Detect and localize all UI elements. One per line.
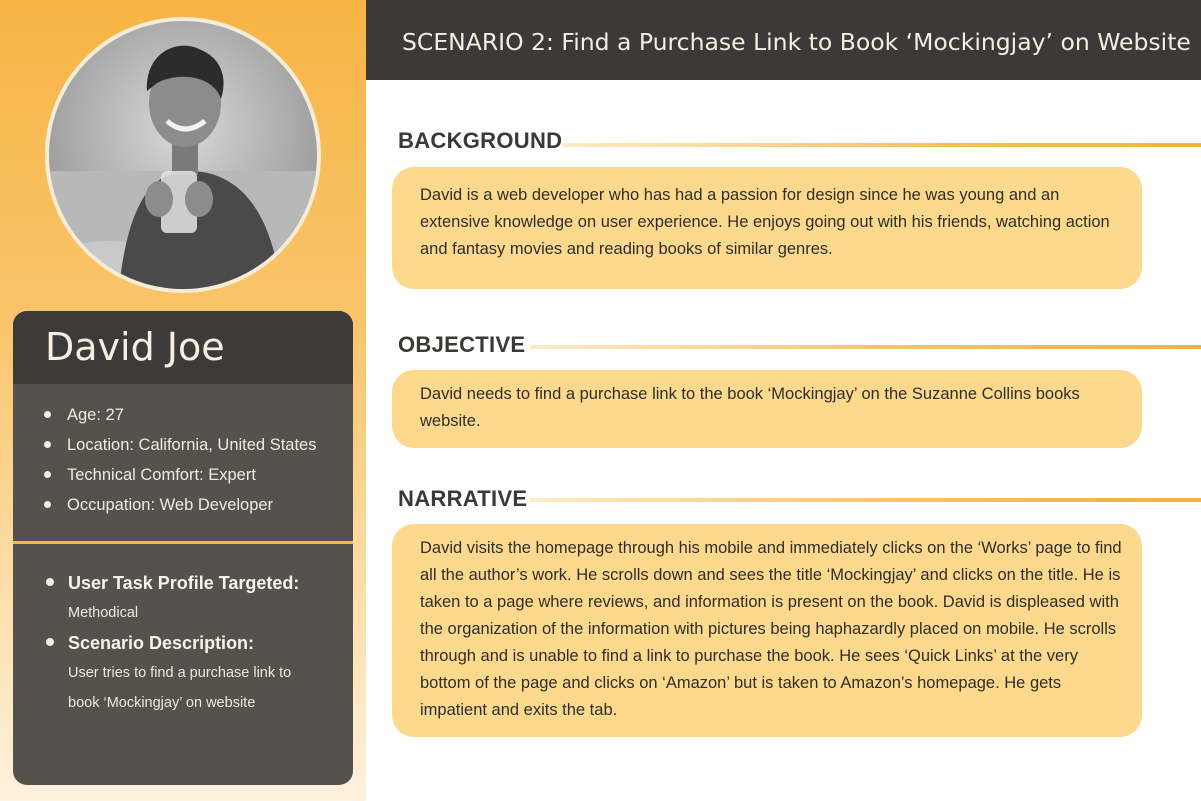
portrait-photo: [49, 21, 317, 289]
persona-facts-list: [13, 384, 353, 520]
profile-item-text: Methodical: [68, 605, 139, 621]
fact-location: Location: California, United States: [41, 430, 353, 460]
narrative-heading: NARRATIVE: [398, 486, 528, 511]
profile-item-scenario-description: [46, 628, 353, 718]
narrative-box: [392, 524, 1142, 737]
background-heading-line: [562, 143, 1201, 147]
persona-facts-section: [13, 384, 353, 541]
background-heading: BACKGROUND: [398, 128, 563, 153]
objective-heading: OBJECTIVE: [398, 332, 526, 357]
fact-occupation: Occupation: Web Developer: [41, 490, 353, 520]
profile-item-title: Scenario Description:: [68, 633, 255, 653]
avatar: [45, 17, 321, 293]
persona-card-header: [13, 311, 353, 384]
narrative-heading-line: [530, 498, 1201, 502]
profile-item-task-profile: [46, 568, 353, 628]
persona-name: David Joe: [45, 325, 225, 369]
profile-item-title: User Task Profile Targeted:: [68, 573, 300, 593]
scenario-header: [366, 0, 1201, 80]
persona-profile-section: [13, 544, 353, 785]
objective-text: David needs to find a purchase link to the book ‘Mockingjay’ on the Suzanne Collins books website.: [420, 385, 1080, 430]
objective-heading-line: [530, 345, 1201, 349]
fact-age: Age: 27: [41, 400, 353, 430]
profile-item-text: User tries to find a purchase link to book ‘Mockingjay’ on website: [68, 665, 292, 711]
background-text: David is a web developer who has had a passion for design since he was young and an extensive knowledge on user experience. He enjoys going out with his friends, watching action and fantasy movies and reading books of similar genres.: [420, 186, 1110, 258]
scenario-title: SCENARIO 2: Find a Purchase Link to Book ‘Mockingjay’ on Website: [402, 28, 1191, 56]
background-box: [392, 167, 1142, 289]
fact-technical-comfort: Technical Comfort: Expert: [41, 460, 353, 490]
persona-card: [13, 311, 353, 785]
narrative-text: David visits the homepage through his mobile and immediately clicks on the ‘Works’ page to find all the author’s work. He scrolls down and sees the title ‘Mockingjay’ and clicks on the title. He is taken to a page where reviews, and information is present on the book. David is displeased with the organization of the information with pictures being haphazardly placed on mobile. He scrolls through and is unable to find a link to purchase the book. He sees ‘Quick Links’ at the very bottom of the page and clicks on ‘Amazon’ but is taken to Amazon’s homepage. He gets impatient and exits the tab.: [420, 539, 1122, 719]
objective-box: [392, 370, 1142, 448]
left-panel: [0, 0, 366, 801]
